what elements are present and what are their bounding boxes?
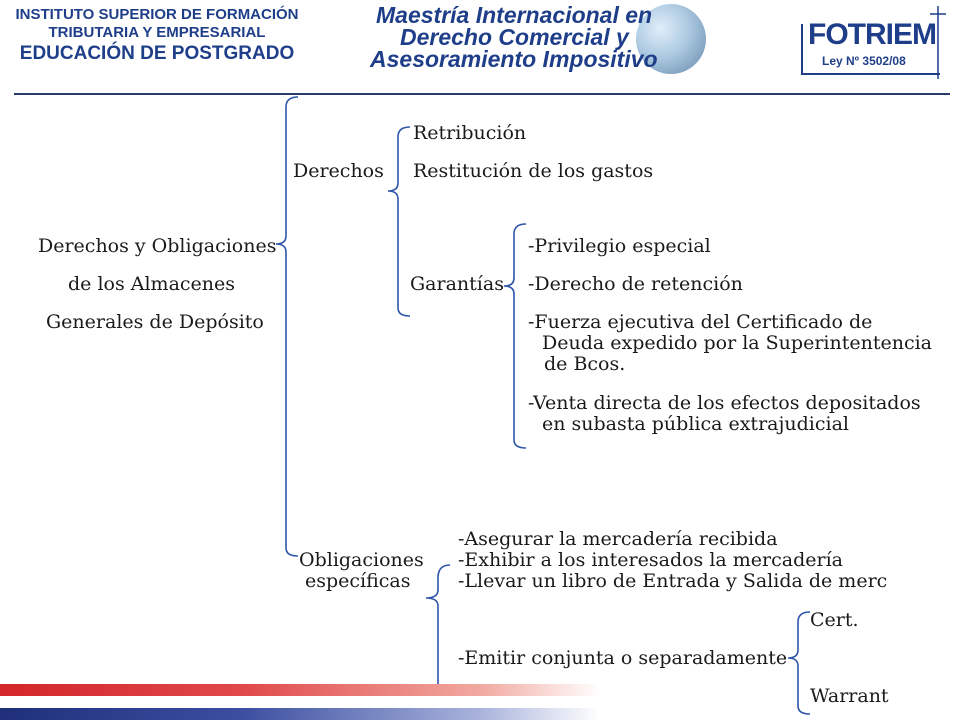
root-line-1: Derechos y Obligaciones <box>38 235 277 257</box>
garantias-label: Garantías <box>410 273 504 295</box>
root-line-2: de los Almacenes <box>68 273 236 295</box>
obligaciones-item: -Exhibir a los interesados la mercadería <box>458 549 843 571</box>
obligaciones-item: -Emitir conjunta o separadamente <box>458 647 788 669</box>
emitir-option: Warrant <box>810 685 889 707</box>
institute-line-1: INSTITUTO SUPERIOR DE FORMACIÓN <box>15 6 299 23</box>
obligaciones-bracket <box>426 565 450 694</box>
garantias-item: -Privilegio especial <box>528 235 711 257</box>
institute-line-3: EDUCACIÓN DE POSTGRADO <box>19 43 295 64</box>
derechos-item: Restitución de los gastos <box>413 160 654 182</box>
footer-bar-blue <box>0 708 600 720</box>
obligaciones-label: específicas <box>305 570 411 592</box>
garantias-item: Deuda expedido por la Superintentencia <box>542 332 932 354</box>
garantias-item: de Bcos. <box>544 353 626 375</box>
obligaciones-item: -Asegurar la mercadería recibida <box>458 528 778 550</box>
footer-bar-red <box>0 684 600 696</box>
institute-line-2: TRIBUTARIA Y EMPRESARIAL <box>48 24 266 41</box>
obligaciones-label: Obligaciones <box>299 549 424 571</box>
emitir-bracket <box>788 612 810 714</box>
emitir-option: Cert. <box>810 609 859 631</box>
garantias-item: -Derecho de retención <box>528 273 743 295</box>
derechos-bracket <box>388 127 410 316</box>
garantias-item: -Venta directa de los efectos depositados <box>528 392 921 414</box>
garantias-item: en subasta pública extrajudicial <box>542 413 849 435</box>
derechos-label: Derechos <box>293 160 384 182</box>
program-line-3: Asesoramiento Impositivo <box>370 46 658 72</box>
garantias-item: -Fuerza ejecutiva del Certificado de <box>528 311 873 333</box>
root-line-3: Generales de Depósito <box>46 311 264 333</box>
obligaciones-item: -Llevar un libro de Entrada y Salida de merc <box>458 570 888 592</box>
derechos-item: Retribución <box>413 122 527 144</box>
logo-law: Ley Nº 3502/08 <box>822 54 906 68</box>
logo-name: FOTRIEM <box>808 18 936 51</box>
garantias-bracket <box>504 224 526 448</box>
program-line-1: Maestría Internacional en <box>376 2 653 28</box>
program-line-2: Derecho Comercial y <box>400 24 629 50</box>
